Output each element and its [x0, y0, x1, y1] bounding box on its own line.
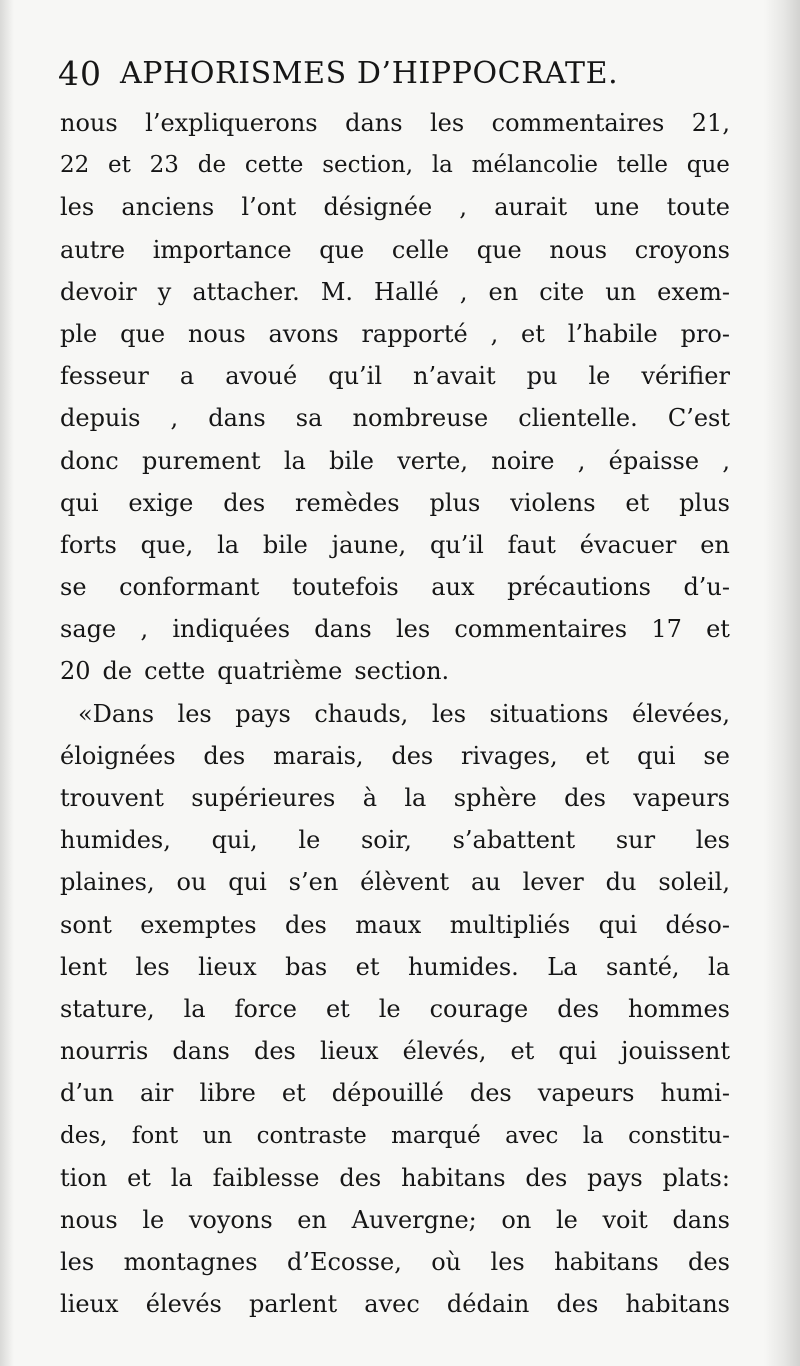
word: au: [470, 868, 501, 897]
word: une: [594, 193, 640, 222]
word: la: [708, 952, 730, 981]
word: que,: [140, 530, 194, 559]
word: des: [557, 994, 600, 1023]
word: en: [488, 277, 519, 306]
word: rapporté: [361, 319, 468, 348]
word: pu: [526, 362, 558, 391]
word: élèvent: [360, 868, 450, 897]
word: ,: [170, 404, 179, 433]
word: bile: [262, 530, 308, 559]
word: a: [179, 362, 195, 391]
word: voyons: [188, 1205, 273, 1234]
word: le: [142, 1205, 165, 1234]
word: voit: [602, 1205, 648, 1234]
word: des: [203, 741, 246, 770]
text-line: [60, 1030, 730, 1072]
word: section.: [354, 657, 450, 686]
text-line: [60, 355, 730, 397]
word: multipliés: [449, 910, 571, 939]
word: habitans: [401, 1163, 506, 1192]
word: avec: [364, 1290, 420, 1319]
text-line: [60, 735, 730, 777]
word: soir,: [360, 826, 412, 855]
word: 22: [60, 152, 90, 179]
word: sa: [295, 404, 323, 433]
word: des: [284, 910, 327, 939]
word: air: [139, 1079, 174, 1108]
text-line: [60, 144, 730, 186]
word: stature,: [60, 994, 155, 1023]
text-line: [60, 186, 730, 228]
word: anciens: [121, 193, 215, 222]
word: hommes: [628, 994, 730, 1023]
word: la: [217, 530, 240, 559]
word: le: [378, 994, 401, 1023]
word: santé,: [605, 952, 680, 981]
word: des,: [60, 1122, 108, 1149]
word: plaines,: [60, 868, 155, 897]
word: exem-: [657, 277, 730, 306]
word: montagnes: [123, 1248, 258, 1277]
text-line: [60, 524, 730, 566]
word: la: [183, 994, 206, 1023]
word: des: [223, 488, 266, 517]
word: de: [102, 657, 133, 686]
word: nous: [60, 1205, 118, 1234]
word: aurait: [494, 193, 568, 222]
word: du: [605, 868, 637, 897]
word: indiquées: [172, 615, 291, 644]
word: «Dans: [78, 699, 155, 728]
word: toute: [666, 193, 730, 222]
word: les: [395, 615, 431, 644]
word: clientelle.: [518, 404, 638, 433]
word: La: [547, 952, 578, 981]
word: les: [490, 1248, 525, 1277]
word: purement: [141, 446, 261, 475]
word: commentaires: [491, 109, 665, 137]
word: où: [431, 1248, 462, 1277]
word: qui: [598, 910, 638, 939]
running-title: APHORISMES D’HIPPOCRATE.: [120, 56, 619, 91]
word: qu’il: [429, 530, 484, 559]
word: cite: [539, 277, 585, 306]
word: depuis: [60, 404, 141, 433]
word: fesseur: [60, 362, 149, 391]
word: Auvergne;: [351, 1205, 477, 1234]
word: la: [431, 152, 453, 179]
word: section,: [322, 152, 414, 179]
word: dans: [314, 615, 372, 644]
word: et: [625, 488, 650, 517]
text-line: [60, 313, 730, 355]
word: les: [177, 699, 212, 728]
word: jaune,: [331, 530, 407, 559]
text-line: [60, 608, 730, 650]
word: nous: [549, 235, 608, 264]
text-line: [60, 650, 730, 692]
word: 21,: [691, 109, 730, 137]
word: vapeurs: [633, 784, 730, 812]
text-line: [60, 904, 730, 946]
word: d’u-: [683, 573, 730, 602]
word: épaisse: [608, 446, 700, 475]
word: déso-: [665, 910, 730, 939]
text-line: [60, 1283, 730, 1325]
text-line: [60, 102, 730, 144]
word: cette: [244, 152, 304, 179]
word: se: [703, 741, 730, 770]
word: vapeurs: [537, 1079, 635, 1108]
word: constitu-: [628, 1122, 730, 1149]
page-number: 40: [58, 54, 102, 93]
word: qui,: [211, 826, 258, 855]
word: lent: [60, 952, 107, 981]
word: ,: [459, 193, 468, 222]
word: pro-: [680, 319, 730, 348]
text-line: [60, 1072, 730, 1114]
word: ,: [140, 615, 149, 644]
word: verte,: [397, 446, 468, 475]
word: évacuer: [579, 530, 677, 559]
word: nourris: [60, 1037, 149, 1066]
word: supérieures: [191, 784, 336, 812]
text-line: [60, 1241, 730, 1283]
text-line: [60, 946, 730, 988]
word: violens: [510, 488, 596, 517]
page-right-edge: [764, 0, 800, 1366]
word: la: [170, 1163, 193, 1192]
body-text: [60, 102, 730, 1325]
text-line: [60, 271, 730, 313]
word: exemptes: [140, 910, 257, 939]
word: C’est: [667, 404, 730, 433]
word: quatrième: [217, 657, 343, 686]
word: qui: [60, 488, 99, 517]
word: désignée: [323, 193, 433, 222]
word: avons: [268, 319, 339, 348]
word: devoir: [60, 277, 137, 306]
word: sage: [60, 615, 117, 644]
word: s’en: [288, 868, 339, 897]
word: et: [325, 994, 350, 1023]
word: et: [706, 615, 730, 644]
word: pays: [235, 699, 291, 728]
word: sphère: [453, 784, 537, 812]
word: ple: [60, 319, 98, 348]
word: que: [120, 319, 166, 348]
word: croyons: [634, 235, 730, 264]
word: que: [319, 235, 365, 264]
word: la: [404, 784, 427, 812]
word: qu’il: [328, 362, 383, 391]
word: sur: [615, 826, 656, 855]
word: élevées,: [632, 699, 730, 728]
word: des: [525, 1163, 568, 1192]
word: plats:: [662, 1163, 730, 1192]
word: autre: [60, 235, 126, 264]
word: contraste: [256, 1122, 367, 1149]
word: que: [686, 152, 730, 179]
text-line: [60, 861, 730, 903]
word: donc: [60, 446, 119, 475]
word: l’expliquerons: [145, 109, 318, 137]
word: attacher.: [192, 277, 300, 306]
word: que: [476, 235, 522, 264]
word: qui: [228, 868, 267, 897]
word: des: [391, 741, 434, 770]
word: marais,: [273, 741, 364, 770]
text-line: [60, 482, 730, 524]
word: ,: [459, 277, 468, 306]
word: et: [521, 319, 545, 348]
word: et: [127, 1163, 151, 1192]
word: courage: [429, 994, 529, 1023]
text-line: [60, 229, 730, 271]
word: le: [588, 362, 611, 391]
text-line: [60, 777, 730, 819]
word: les: [429, 109, 465, 137]
word: conformant: [119, 573, 260, 602]
word: nombreuse: [352, 404, 489, 433]
word: se: [60, 573, 87, 602]
word: n’avait: [413, 362, 496, 391]
word: les: [60, 193, 95, 222]
word: sont: [60, 910, 112, 939]
page-left-edge: [0, 0, 14, 1366]
word: trouvent: [60, 784, 164, 812]
word: avec: [505, 1122, 559, 1149]
word: humides,: [60, 826, 171, 855]
word: en: [700, 530, 730, 559]
word: libre: [199, 1079, 256, 1108]
text-line: [60, 1115, 730, 1157]
word: s’abattent: [452, 826, 576, 855]
word: le: [298, 826, 321, 855]
word: dans: [672, 1205, 730, 1234]
word: habitans: [554, 1248, 659, 1277]
word: la: [582, 1122, 604, 1149]
word: qui: [558, 1037, 597, 1066]
word: élevés: [145, 1290, 222, 1319]
word: faiblesse: [212, 1163, 320, 1192]
word: on: [501, 1205, 532, 1234]
word: et: [585, 741, 610, 770]
word: avoué: [225, 362, 298, 391]
word: 17: [651, 615, 682, 644]
word: ou: [176, 868, 207, 897]
word: nous: [187, 319, 246, 348]
word: tion: [60, 1163, 108, 1192]
text-line: [60, 566, 730, 608]
word: chauds,: [314, 699, 409, 728]
word: forts: [60, 530, 117, 559]
word: jouissent: [621, 1037, 730, 1066]
word: plus: [679, 488, 730, 517]
word: pays: [587, 1163, 643, 1192]
word: vérifier: [641, 362, 730, 391]
word: d’un: [60, 1079, 114, 1108]
word: et: [355, 952, 380, 981]
word: noire: [491, 446, 555, 475]
word: 20: [60, 657, 91, 686]
word: et: [108, 152, 131, 179]
word: dépouillé: [331, 1079, 444, 1108]
word: et: [281, 1079, 306, 1108]
text-line: [60, 988, 730, 1030]
word: des: [556, 1290, 599, 1319]
word: ,: [722, 446, 730, 475]
word: humi-: [660, 1079, 730, 1108]
word: aux: [431, 573, 475, 602]
word: bile: [329, 446, 374, 475]
word: toutefois: [291, 573, 399, 602]
word: lieux: [319, 1037, 379, 1066]
word: dans: [172, 1037, 230, 1066]
word: les: [695, 826, 730, 855]
word: d’Ecosse,: [286, 1248, 402, 1277]
word: dans: [208, 404, 266, 433]
word: Hallé: [374, 277, 439, 306]
word: des: [469, 1079, 512, 1108]
word: plus: [429, 488, 481, 517]
word: l’habile: [567, 319, 658, 348]
word: précautions: [507, 573, 651, 602]
word: font: [131, 1122, 179, 1149]
word: y: [157, 277, 172, 306]
word: bas: [285, 952, 328, 981]
word: 23: [149, 152, 179, 179]
word: humides.: [407, 952, 519, 981]
word: celle: [391, 235, 450, 264]
text-line: [60, 819, 730, 861]
word: des: [253, 1037, 296, 1066]
word: faut: [507, 530, 556, 559]
word: force: [234, 994, 297, 1023]
word: des: [339, 1163, 382, 1192]
word: marqué: [391, 1122, 481, 1149]
word: parlent: [249, 1290, 338, 1319]
word: le: [555, 1205, 578, 1234]
word: dédain: [446, 1290, 530, 1319]
word: en: [297, 1205, 327, 1234]
word: les: [135, 952, 170, 981]
page-header: [58, 44, 738, 100]
word: et: [510, 1037, 535, 1066]
word: qui: [637, 741, 676, 770]
text-line: [60, 1157, 730, 1199]
word: ,: [490, 319, 499, 348]
word: situations: [489, 699, 609, 728]
word: telle: [616, 152, 668, 179]
word: lieux: [60, 1290, 119, 1319]
text-line: [60, 693, 730, 735]
word: exige: [128, 488, 194, 517]
word: dans: [345, 109, 403, 137]
word: importance: [152, 235, 292, 264]
word: les: [431, 699, 467, 728]
word: soleil,: [658, 868, 730, 897]
word: de: [197, 152, 227, 179]
word: élevés,: [402, 1037, 487, 1066]
word: lieux: [198, 952, 257, 981]
word: des: [688, 1248, 730, 1277]
word: l’ont: [241, 193, 297, 222]
word: ,: [577, 446, 586, 475]
word: mélancolie: [471, 152, 599, 179]
text-line: [60, 397, 730, 439]
text-line: [60, 440, 730, 482]
word: habitans: [625, 1290, 730, 1319]
word: un: [605, 277, 637, 306]
word: lever: [522, 868, 584, 897]
word: remèdes: [295, 488, 400, 517]
word: nous: [60, 109, 118, 137]
word: la: [283, 446, 306, 475]
word: un: [202, 1122, 233, 1149]
word: rivages,: [461, 741, 558, 770]
word: à: [362, 784, 378, 812]
word: éloignées: [60, 741, 176, 770]
word: maux: [355, 910, 422, 939]
word: des: [564, 784, 606, 812]
word: commentaires: [454, 615, 628, 644]
word: cette: [144, 657, 206, 686]
word: M.: [320, 277, 354, 306]
word: les: [60, 1248, 95, 1277]
text-line: [60, 1199, 730, 1241]
